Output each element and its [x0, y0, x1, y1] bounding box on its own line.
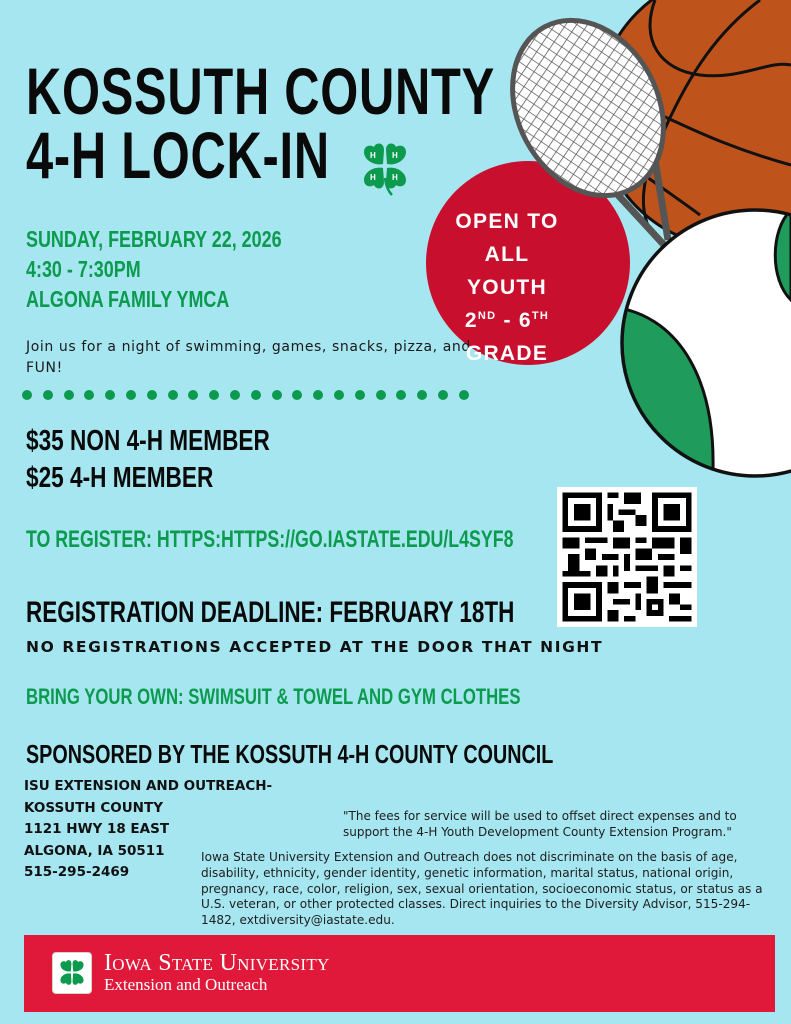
divider-dot — [43, 390, 53, 400]
divider-dot — [272, 390, 282, 400]
divider-dot — [126, 390, 136, 400]
divider-dot — [417, 390, 427, 400]
svg-text:H: H — [392, 173, 398, 182]
divider-dot — [313, 390, 323, 400]
divider-dot — [251, 390, 261, 400]
bring-your-own: BRING YOUR OWN: SWIMSUIT & TOWEL AND GYM CLOTHES — [26, 684, 521, 709]
address-line: ALGONA, IA 50511 — [24, 842, 165, 859]
price-member: $25 4-H MEMBER — [26, 462, 214, 494]
badge-line2: YOUTH — [467, 276, 547, 299]
grade-to-suffix: TH — [531, 310, 550, 322]
divider-dot — [64, 390, 74, 400]
divider-dot — [459, 390, 469, 400]
grade-from-suffix: ND — [477, 310, 497, 322]
divider-dot — [438, 390, 448, 400]
eligibility-badge — [432, 205, 582, 370]
address-line: ISU EXTENSION AND OUTREACH- — [24, 778, 273, 794]
badge-grades — [432, 304, 582, 337]
divider-dot — [334, 390, 344, 400]
grade-to: 6 — [518, 309, 532, 332]
register-link[interactable]: TO REGISTER: HTTPS:HTTPS://GO.IASTATE.EDU/L4SYF8 — [26, 526, 514, 553]
nondiscrimination-statement: Iowa State University Extension and Outreach does not discriminate on the basis of age, disability, ethnicity, gender identity, genetic information, marital status, national origin, pregnancy, race, color, religion, sex, sexual orientation, socioeconomic status, or status as a U.S. veteran, or other protected classes. Direct inquiries to the Diversity Advisor, 515-294-1482, extdiversity@iastate.edu. — [201, 850, 763, 928]
divider-dot — [292, 390, 302, 400]
grade-separator: - — [496, 309, 519, 332]
grade-from: 2 — [464, 309, 478, 332]
isu-footer-banner — [24, 935, 775, 1012]
fees-statement: "The fees for service will be used to offset direct expenses and to support the 4-H Youth Development County Extension Program." — [343, 809, 737, 839]
divider-dot — [22, 390, 32, 400]
page-title-line1: KOSSUTH COUNTY — [26, 54, 495, 128]
isu-unit: Extension and Outreach — [104, 975, 268, 994]
registration-deadline: REGISTRATION DEADLINE: FEBRUARY 18TH — [26, 596, 515, 629]
event-location: ALGONA FAMILY YMCA — [26, 286, 230, 312]
svg-text:H: H — [370, 151, 376, 160]
badge-line1: OPEN TO ALL — [455, 210, 559, 266]
divider-dot — [188, 390, 198, 400]
divider-dot — [84, 390, 94, 400]
divider-dot — [396, 390, 406, 400]
event-time: 4:30 - 7:30PM — [26, 256, 141, 282]
divider-dot — [376, 390, 386, 400]
svg-text:H: H — [370, 173, 376, 182]
phone-number: 515-295-2469 — [24, 864, 130, 880]
dot-divider — [22, 390, 469, 400]
divider-dot — [230, 390, 240, 400]
svg-text:H: H — [392, 151, 398, 160]
4h-clover-icon — [356, 138, 414, 196]
4h-logo-icon — [52, 952, 92, 994]
no-door-registration-note: NO REGISTRATIONS ACCEPTED AT THE DOOR THAT NIGHT — [26, 638, 604, 656]
divider-dot — [355, 390, 365, 400]
divider-dot — [168, 390, 178, 400]
divider-dot — [147, 390, 157, 400]
event-date: SUNDAY, FEBRUARY 22, 2026 — [26, 226, 282, 252]
event-description: Join us for a night of swimming, games, snacks, pizza, and FUN! — [26, 339, 471, 376]
address-line: KOSSUTH COUNTY — [24, 799, 163, 816]
divider-dot — [209, 390, 219, 400]
page-title-line2: 4-H LOCK-IN — [26, 118, 330, 192]
badge-line4: GRADE — [465, 342, 549, 365]
price-non-member: $35 NON 4-H MEMBER — [26, 425, 270, 457]
sponsor-heading: SPONSORED BY THE KOSSUTH 4-H COUNTY COUNCIL — [26, 739, 554, 769]
address-line: 1121 HWY 18 EAST — [24, 821, 170, 837]
isu-name: Iowa State University — [104, 950, 330, 976]
qr-code-icon[interactable] — [557, 487, 697, 627]
divider-dot — [105, 390, 115, 400]
